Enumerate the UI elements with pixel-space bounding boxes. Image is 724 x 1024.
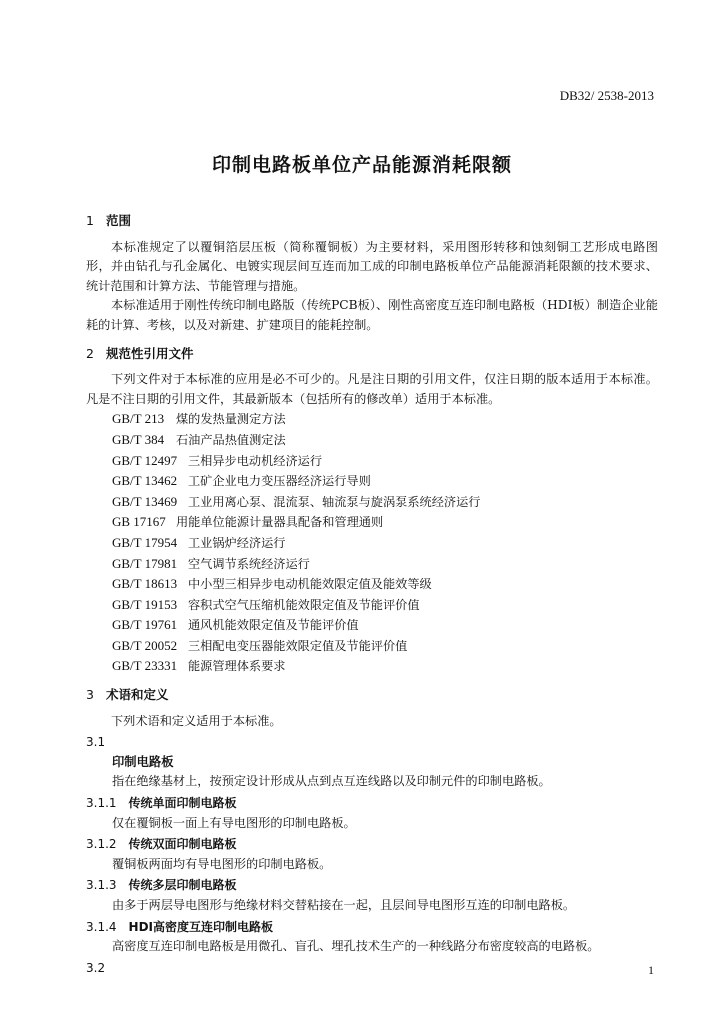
reference-item <box>112 636 658 657</box>
reference-code: GB/T 13462 <box>112 473 178 489</box>
reference-code: GB/T 18613 <box>112 576 178 592</box>
reference-code: GB/T 20052 <box>112 637 178 653</box>
reference-title: 三相配电变压器能效限定值及节能评价值 <box>188 638 408 653</box>
reference-code: GB/T 213 <box>112 411 165 427</box>
term-definition: 由多于两层导电图形与绝缘材料交替粘接在一起，且层间导电图形互连的印制电路板。 <box>112 898 576 912</box>
reference-item <box>112 595 658 616</box>
reference-title: 石油产品热值测定法 <box>176 432 286 447</box>
term-heading <box>86 794 658 814</box>
term-number: 3.1 <box>86 735 106 750</box>
standard-code: DB32/ 2538-2013 <box>559 88 654 103</box>
term-number: 3.1.3 <box>86 878 117 893</box>
reference-item <box>112 574 658 595</box>
terms-intro: 下列术语和定义适用于本标准。 <box>111 713 282 728</box>
term-definition: 覆铜板两面均有导电图形的印制电路板。 <box>112 856 332 871</box>
references-intro: 下列文件对于本标准的应用是必不可少的。凡是注日期的引用文件，仅注日期的版本适用于本标准。凡是不注日期的引用文件，其最新版本（包括所有的修改单）适用于本标准。 <box>86 372 658 406</box>
term-title: 传统双面印制电路板 <box>128 837 237 852</box>
reference-list <box>112 409 658 677</box>
term-definition: 仅在覆铜板一面上有导电图形的印制电路板。 <box>112 815 356 830</box>
reference-title: 中小型三相异步电动机能效限定值及能效等级 <box>188 577 432 592</box>
document-body <box>86 205 658 978</box>
term-number: 3.1.1 <box>86 796 117 811</box>
section-number: 3 <box>86 687 94 703</box>
reference-code: GB/T 17981 <box>112 555 178 571</box>
reference-title: 工矿企业电力变压器经济运行导则 <box>188 474 371 489</box>
reference-title: 用能单位能源计量器具配备和管理通则 <box>176 515 384 530</box>
term-number: 3.2 <box>86 960 106 975</box>
term-heading <box>86 876 658 896</box>
reference-code: GB/T 17954 <box>112 534 178 550</box>
reference-code: GB/T 19153 <box>112 596 178 612</box>
reference-title: 能源管理体系要求 <box>188 659 286 674</box>
term-title: 传统多层印制电路板 <box>128 878 237 893</box>
term-number: 3.1.2 <box>86 837 117 852</box>
reference-title: 三相异步电动机经济运行 <box>188 453 323 468</box>
reference-code: GB/T 23331 <box>112 658 178 674</box>
section-heading-normative-references <box>86 344 658 364</box>
reference-code: GB/T 19761 <box>112 617 178 633</box>
reference-item <box>112 656 658 677</box>
reference-code: GB 17167 <box>112 514 166 530</box>
section-title: 规范性引用文件 <box>106 345 194 361</box>
reference-item <box>112 451 658 472</box>
page-number: 1 <box>648 963 654 977</box>
term-title: 印制电路板 <box>112 754 174 769</box>
term-title: 传统单面印制电路板 <box>128 796 237 811</box>
reference-title: 工业锅炉经济运行 <box>188 535 286 550</box>
section-title: 范围 <box>106 213 132 228</box>
section-heading-terms-definitions <box>86 685 658 705</box>
reference-title: 工业用离心泵、混流泵、轴流泵与旋涡泵系统经济运行 <box>188 494 481 509</box>
reference-item <box>112 492 658 513</box>
section-number: 2 <box>86 345 94 361</box>
scope-paragraph-2: 本标准适用于刚性传统印制电路版（传统PCB板）、刚性高密度互连印制电路板（HDI板）制造企业能耗的计算、考核，以及对新建、扩建项目的能耗控制。 <box>86 298 658 332</box>
reference-title: 空气调节系统经济运行 <box>188 556 310 571</box>
reference-code: GB/T 12497 <box>112 452 178 468</box>
term-heading <box>86 918 658 938</box>
term-title: HDI高密度互连印制电路板 <box>128 919 274 934</box>
reference-item <box>112 409 658 430</box>
section-heading-scope <box>86 211 658 231</box>
reference-title: 煤的发热量测定方法 <box>176 412 286 427</box>
reference-item <box>112 471 658 492</box>
section-title: 术语和定义 <box>106 687 169 703</box>
scope-paragraph-1: 本标准规定了以覆铜箔层压板（简称覆铜板）为主要材料，采用图形转移和蚀刻铜工艺形成电路图形，并由钻孔与孔金属化、电镀实现层间互连而加工成的印制电路板单位产品能源消耗限额的技术要求、统计范围和计算方法、节能管理与措施。 <box>86 239 658 293</box>
term-number: 3.1.4 <box>86 919 117 934</box>
reference-item <box>112 533 658 554</box>
term-heading <box>86 835 658 855</box>
document-title: 印制电路板单位产品能源消耗限额 <box>211 154 512 176</box>
reference-title: 容积式空气压缩机能效限定值及节能评价值 <box>188 597 420 612</box>
reference-item <box>112 512 658 533</box>
reference-title: 通风机能效限定值及节能评价值 <box>188 618 359 633</box>
term-definition: 高密度互连印制电路板是用微孔、盲孔、埋孔技术生产的一种线路分布密度较高的电路板。 <box>112 939 600 954</box>
reference-item <box>112 430 658 451</box>
reference-code: GB/T 13469 <box>112 493 178 509</box>
reference-code: GB/T 384 <box>112 431 165 447</box>
section-number: 1 <box>86 213 94 228</box>
reference-item <box>112 615 658 636</box>
term-definition: 指在绝缘基材上，按预定设计形成从点到点互连线路以及印制元件的印制电路板。 <box>112 774 551 789</box>
reference-item <box>112 554 658 575</box>
